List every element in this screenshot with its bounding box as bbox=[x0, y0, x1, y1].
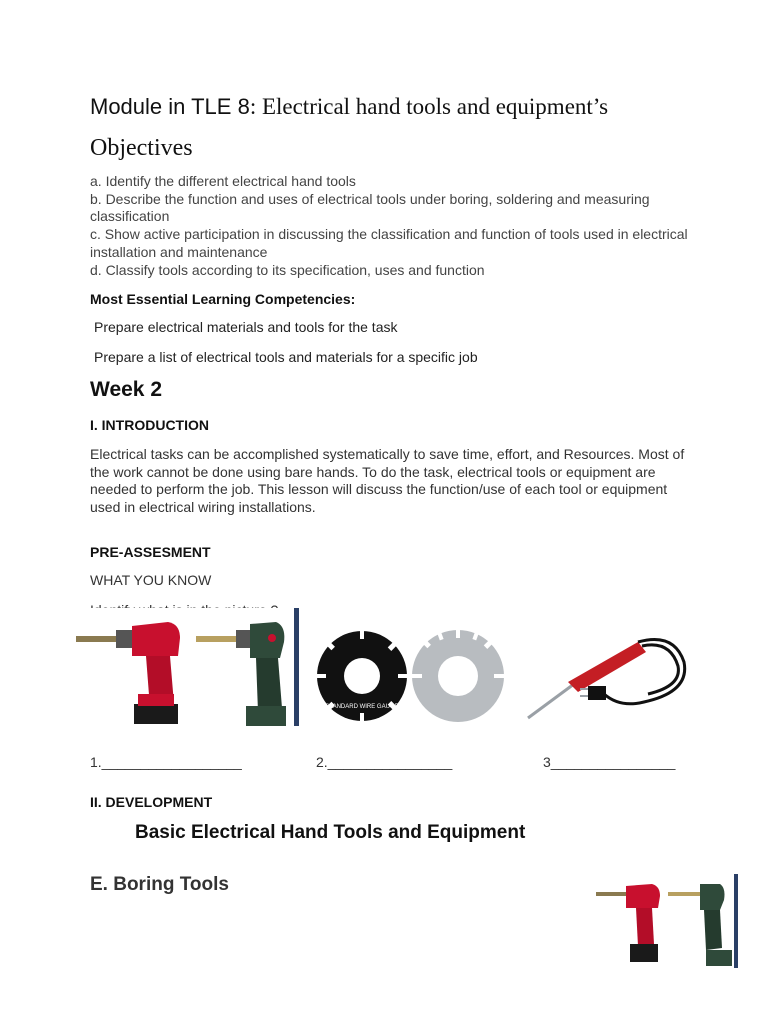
week-heading: Week 2 bbox=[90, 378, 162, 401]
gauge-label: STANDARD WIRE GAUGE bbox=[325, 704, 399, 710]
answer-blank-2[interactable]: 2.________________ bbox=[316, 754, 453, 770]
objectives-heading: Objectives bbox=[90, 135, 193, 161]
objective-item: b. Describe the function and uses of electrical tools under boring, soldering and measuring classification bbox=[90, 190, 650, 225]
black-wire-gauge bbox=[316, 629, 408, 723]
title-part1: Module in TLE 8 bbox=[90, 94, 250, 119]
introduction-text: Electrical tasks can be accomplished systematically to save time, effort, and Resources. Most of the work cannot be done using bare hands. To do the task, electrical tools or equipment are needed to perform the job. This lesson will discuss the function/use of each tool or equipment used in electrical wiring installations. bbox=[90, 446, 685, 516]
answer-blank-1[interactable]: 1.__________________ bbox=[90, 754, 242, 770]
silver-wire-gauge bbox=[412, 628, 504, 722]
boring-tools-heading: E. Boring Tools bbox=[90, 874, 229, 895]
soldering-iron-image bbox=[524, 622, 704, 726]
drills-image bbox=[76, 608, 302, 726]
basic-tools-subtitle: Basic Electrical Hand Tools and Equipment bbox=[135, 822, 526, 843]
competency-item: Prepare a list of electrical tools and materials for a specific job bbox=[94, 349, 478, 365]
objective-item: d. Classify tools according to its specification, uses and function bbox=[90, 261, 485, 278]
what-you-know: WHAT YOU KNOW bbox=[90, 572, 212, 588]
melc-heading: Most Essential Learning Competencies: bbox=[90, 291, 356, 307]
plug bbox=[588, 686, 606, 700]
competency-item: Prepare electrical materials and tools for the task bbox=[94, 319, 398, 335]
development-heading: II. DEVELOPMENT bbox=[90, 794, 213, 810]
introduction-heading: I. INTRODUCTION bbox=[90, 417, 209, 433]
pre-assessment-heading: PRE-ASSESMENT bbox=[90, 544, 211, 560]
answer-blank-3[interactable]: 3________________ bbox=[543, 754, 676, 770]
objective-item: c. Show active participation in discussing the classification and function of tools used in electrical installation and maintenance bbox=[90, 226, 688, 260]
objectives-list bbox=[90, 173, 690, 279]
wire-gauge-image bbox=[316, 626, 516, 724]
objective-item: a. Identify the different electrical hand tools bbox=[90, 173, 356, 189]
boring-tools-image bbox=[596, 874, 740, 968]
title-part2: : Electrical hand tools and equipment’s bbox=[249, 94, 609, 119]
module-title bbox=[90, 94, 608, 120]
